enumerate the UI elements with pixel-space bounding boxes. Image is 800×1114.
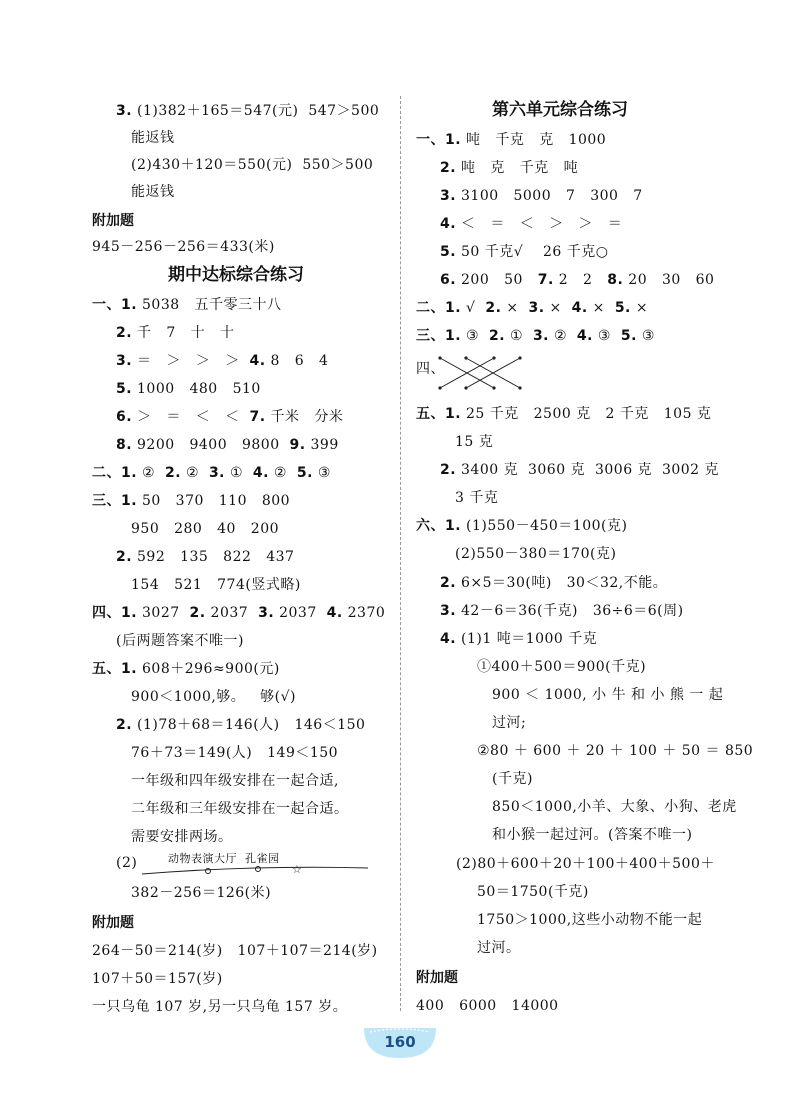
mid-line-13: (后两题答案不唯一)	[116, 633, 244, 649]
mid-line-20: 需要安排两场。	[131, 829, 233, 845]
r2-line-2: 15 克	[455, 434, 494, 450]
star-icon: ☆	[292, 864, 302, 876]
mid-line-19: 二年级和三年级安排在一起合适。	[131, 801, 349, 817]
left-line-1: 3. (1)382＋165＝547(元) 547＞500	[116, 103, 380, 119]
left-line-4: 能返钱	[131, 184, 175, 200]
r-line-2: 2. 吨 克 千克 吨	[440, 160, 579, 176]
r2-line-12: 过河;	[492, 715, 527, 731]
mid-line-9: 950 280 40 200	[131, 521, 280, 537]
r2-line-10: ①400＋500＝900(千克)	[477, 659, 647, 675]
column-divider	[400, 96, 401, 1011]
mid-line-7: 二、1. ② 2. ② 3. ① 4. ② 5. ③	[92, 465, 331, 481]
mid-line-8: 三、1. 50 370 110 800	[92, 493, 291, 509]
section-title-unit6: 第六单元综合练习	[492, 100, 628, 120]
mid-line-11: 154 521 774(竖式略)	[131, 577, 301, 593]
mid-line-6: 8. 9200 9400 9800 9. 399	[116, 437, 339, 453]
fujia-line-1: 945－256－256＝433(米)	[92, 239, 275, 255]
mid-line-10: 2. 592 135 822 437	[116, 549, 295, 565]
fujia2-line-2: 107＋50＝157(岁)	[92, 971, 223, 987]
mid-line-1: 一、1. 5038 五千零三十八	[92, 297, 282, 313]
fujia-title-2: 附加题	[92, 915, 134, 931]
diagram-labels: 动物表演大厅 孔雀园	[168, 852, 280, 865]
r-line-6: 6. 200 50 7. 2 2 8. 20 30 60	[440, 272, 715, 288]
r2-line-8: 3. 42－6＝36(千克) 36÷6＝6(周)	[440, 603, 684, 619]
hall-point-icon	[206, 869, 211, 874]
r-line-5: 5. 50 千克√ 26 千克○	[440, 244, 609, 260]
r2-line-19: 1750＞1000,这些小动物不能一起	[477, 912, 703, 928]
mid-line-15: 900＜1000,够。 够(√)	[131, 689, 296, 705]
fujia2-line-1: 264－50＝214(岁) 107＋107＝214(岁)	[92, 943, 378, 959]
r2-line-13: ②80 ＋ 600 ＋ 20 ＋ 100 ＋ 50 ＝ 850	[477, 743, 754, 759]
diagram-result: 382－256＝126(米)	[131, 885, 272, 901]
r2-line-9: 4. (1)1 吨＝1000 千克	[440, 631, 598, 647]
left-line-2: 能返钱	[131, 130, 175, 146]
r2-line-18: 50＝1750(千克)	[477, 884, 589, 900]
r-line-4: 4. ＜ ＝ ＜ ＞ ＞ ＝	[440, 216, 623, 232]
r2-line-7: 2. 6×5＝30(吨) 30＜32,不能。	[440, 575, 668, 591]
r2-line-15: 850＜1000,小羊、大象、小狗、老虎	[492, 799, 737, 815]
section-si-label: 四、	[416, 361, 445, 377]
mid-line-2: 2. 千 7 十 十	[116, 325, 235, 341]
mid-line-5: 6. ＞ ＝ ＜ ＜ 7. 千米 分米	[116, 409, 344, 425]
diagram-prefix: (2)	[116, 855, 138, 871]
left-line-3: (2)430＋120＝550(元) 550＞500	[131, 157, 374, 173]
r2-line-6: (2)550－380＝170(克)	[455, 546, 617, 562]
page-number: 160	[384, 1033, 416, 1051]
r2-line-16: 和小猴一起过河。(答案不唯一)	[492, 827, 693, 843]
fujia-title-3: 附加题	[416, 970, 458, 986]
mid-line-4: 5. 1000 480 510	[116, 381, 261, 397]
fujia-title-1: 附加题	[92, 213, 134, 229]
mid-line-16: 2. (1)78＋68＝146(人) 146＜150	[116, 717, 366, 733]
section-title-midterm: 期中达标综合练习	[168, 265, 304, 285]
mid-line-12: 四、1. 3027 2. 2037 3. 2037 4. 2370	[92, 605, 386, 621]
route-diagram	[140, 864, 370, 880]
mid-line-14: 五、1. 608＋296≈900(元)	[92, 661, 280, 677]
r2-line-11: 900 ＜ 1000, 小 牛 和 小 熊 一 起	[492, 687, 724, 703]
r-line-3: 3. 3100 5000 7 300 7	[440, 188, 643, 204]
mid-line-3: 3. ＝ ＞ ＞ ＞ 4. 8 6 4	[116, 353, 329, 369]
r2-line-17: (2)80＋600＋20＋100＋400＋500＋	[456, 856, 715, 872]
r-line-1: 一、1. 吨 千克 克 1000	[416, 132, 607, 148]
fujia2-line-3: 一只乌龟 107 岁,另一只乌龟 157 岁。	[92, 999, 348, 1015]
r2-line-5: 六、1. (1)550－450＝100(克)	[416, 518, 628, 534]
r2-line-3: 2. 3400 克 3060 克 3006 克 3002 克	[440, 462, 720, 478]
mid-line-17: 76＋73＝149(人) 149＜150	[131, 745, 339, 761]
r-line-7: 二、1. √ 2. × 3. × 4. × 5. ×	[416, 300, 649, 316]
mid-line-18: 一年级和四年级安排在一起合适,	[131, 773, 339, 789]
r2-line-1: 五、1. 25 千克 2500 克 2 千克 105 克	[416, 406, 712, 422]
matching-lines-diagram	[436, 352, 536, 394]
r-line-8: 三、1. ③ 2. ① 3. ② 4. ③ 5. ③	[416, 328, 655, 344]
r2-line-4: 3 千克	[455, 490, 499, 506]
peacock-point-icon	[256, 867, 261, 872]
r2-line-20: 过河。	[477, 940, 521, 956]
r2-line-14: (千克)	[492, 771, 533, 787]
fujia3-line-1: 400 6000 14000	[416, 998, 559, 1014]
